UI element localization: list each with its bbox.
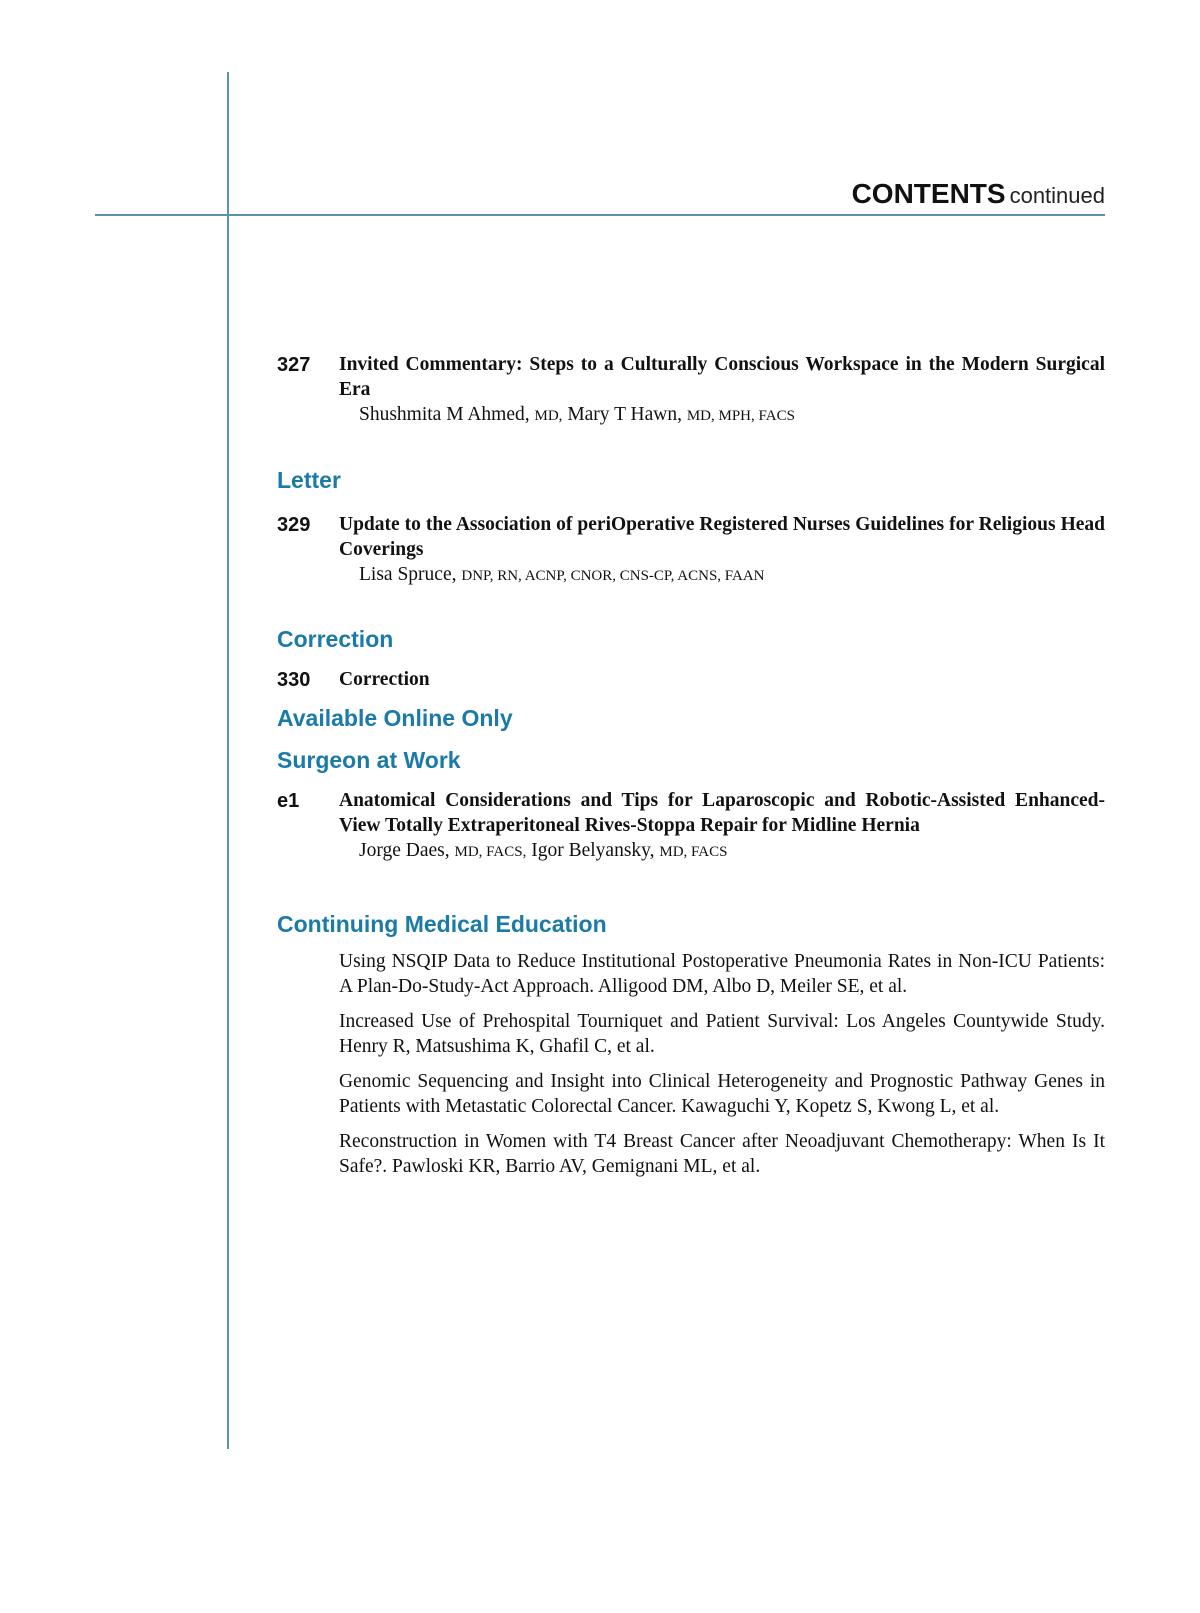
section-heading-letter: Letter: [277, 467, 341, 493]
header-title: CONTENTS: [851, 178, 1006, 209]
toc-entry-327[interactable]: [277, 352, 1105, 429]
article-title[interactable]: Correction: [339, 669, 430, 690]
author-name: Jorge Daes,: [359, 840, 450, 861]
section-heading-surgeon-at-work: Surgeon at Work: [277, 747, 461, 773]
author-name: Lisa Spruce,: [359, 564, 457, 585]
author-degrees: DNP, RN, ACNP, CNOR, CNS-CP, ACNS, FAAN: [461, 568, 765, 584]
page-number: 329: [277, 514, 311, 536]
author-name: Igor Belyansky,: [531, 840, 655, 861]
cme-item[interactable]: Reconstruction in Women with T4 Breast Cancer after Neoadjuvant Chemotherapy: When Is It Safe?. Pawloski KR, Barrio AV, Gemignani ML, et al.: [339, 1131, 1105, 1177]
horizontal-rule: [95, 214, 1105, 216]
vertical-rule: [227, 72, 229, 1449]
cme-item[interactable]: Genomic Sequencing and Insight into Clinical Heterogeneity and Prognostic Pathway Genes in Patients with Metastatic Colorectal Cancer. Kawaguchi Y, Kopetz S, Kwong L, et al.: [339, 1071, 1105, 1117]
author-degrees: MD, FACS: [659, 844, 728, 860]
toc-entry-e1[interactable]: [277, 788, 1105, 865]
article-authors: [339, 402, 1105, 429]
page-number: 330: [277, 669, 311, 691]
cme-item[interactable]: Increased Use of Prehospital Tourniquet and Patient Survival: Los Angeles Countywide Study. Henry R, Matsushima K, Ghafil C, et al.: [339, 1011, 1105, 1057]
article-title[interactable]: Update to the Association of periOperative Registered Nurses Guidelines for Religious Head Coverings: [339, 514, 1105, 560]
article-title[interactable]: Anatomical Considerations and Tips for Laparoscopic and Robotic-Assisted Enhanced-View Totally Extraperitoneal Rives-Stoppa Repair for Midline Hernia: [339, 790, 1105, 836]
header-subtitle: continued: [1009, 183, 1105, 208]
cme-item[interactable]: Using NSQIP Data to Reduce Institutional Postoperative Pneumonia Rates in Non-ICU Patients: A Plan-Do-Study-Act Approach. Alligood DM, Albo D, Meiler SE, et al.: [339, 951, 1105, 997]
author-name: Mary T Hawn,: [567, 404, 682, 425]
section-heading-cme: Continuing Medical Education: [277, 911, 607, 937]
author-name: Shushmita M Ahmed,: [359, 404, 530, 425]
article-authors: [339, 562, 1105, 589]
article-title[interactable]: Invited Commentary: Steps to a Culturally Conscious Workspace in the Modern Surgical Era: [339, 354, 1105, 400]
author-degrees: MD,: [534, 408, 563, 424]
toc-entry-330[interactable]: [277, 667, 1105, 692]
section-heading-correction: Correction: [277, 626, 394, 652]
author-degrees: MD, MPH, FACS: [686, 408, 795, 424]
toc-entry-329[interactable]: [277, 512, 1105, 589]
contents-list: [277, 352, 1105, 1179]
page-header: [852, 178, 1105, 210]
article-authors: [339, 838, 1105, 865]
page-number: 327: [277, 354, 311, 376]
page-number: e1: [277, 790, 300, 812]
section-heading-available-online: Available Online Only: [277, 705, 513, 731]
author-degrees: MD, FACS,: [454, 844, 527, 860]
